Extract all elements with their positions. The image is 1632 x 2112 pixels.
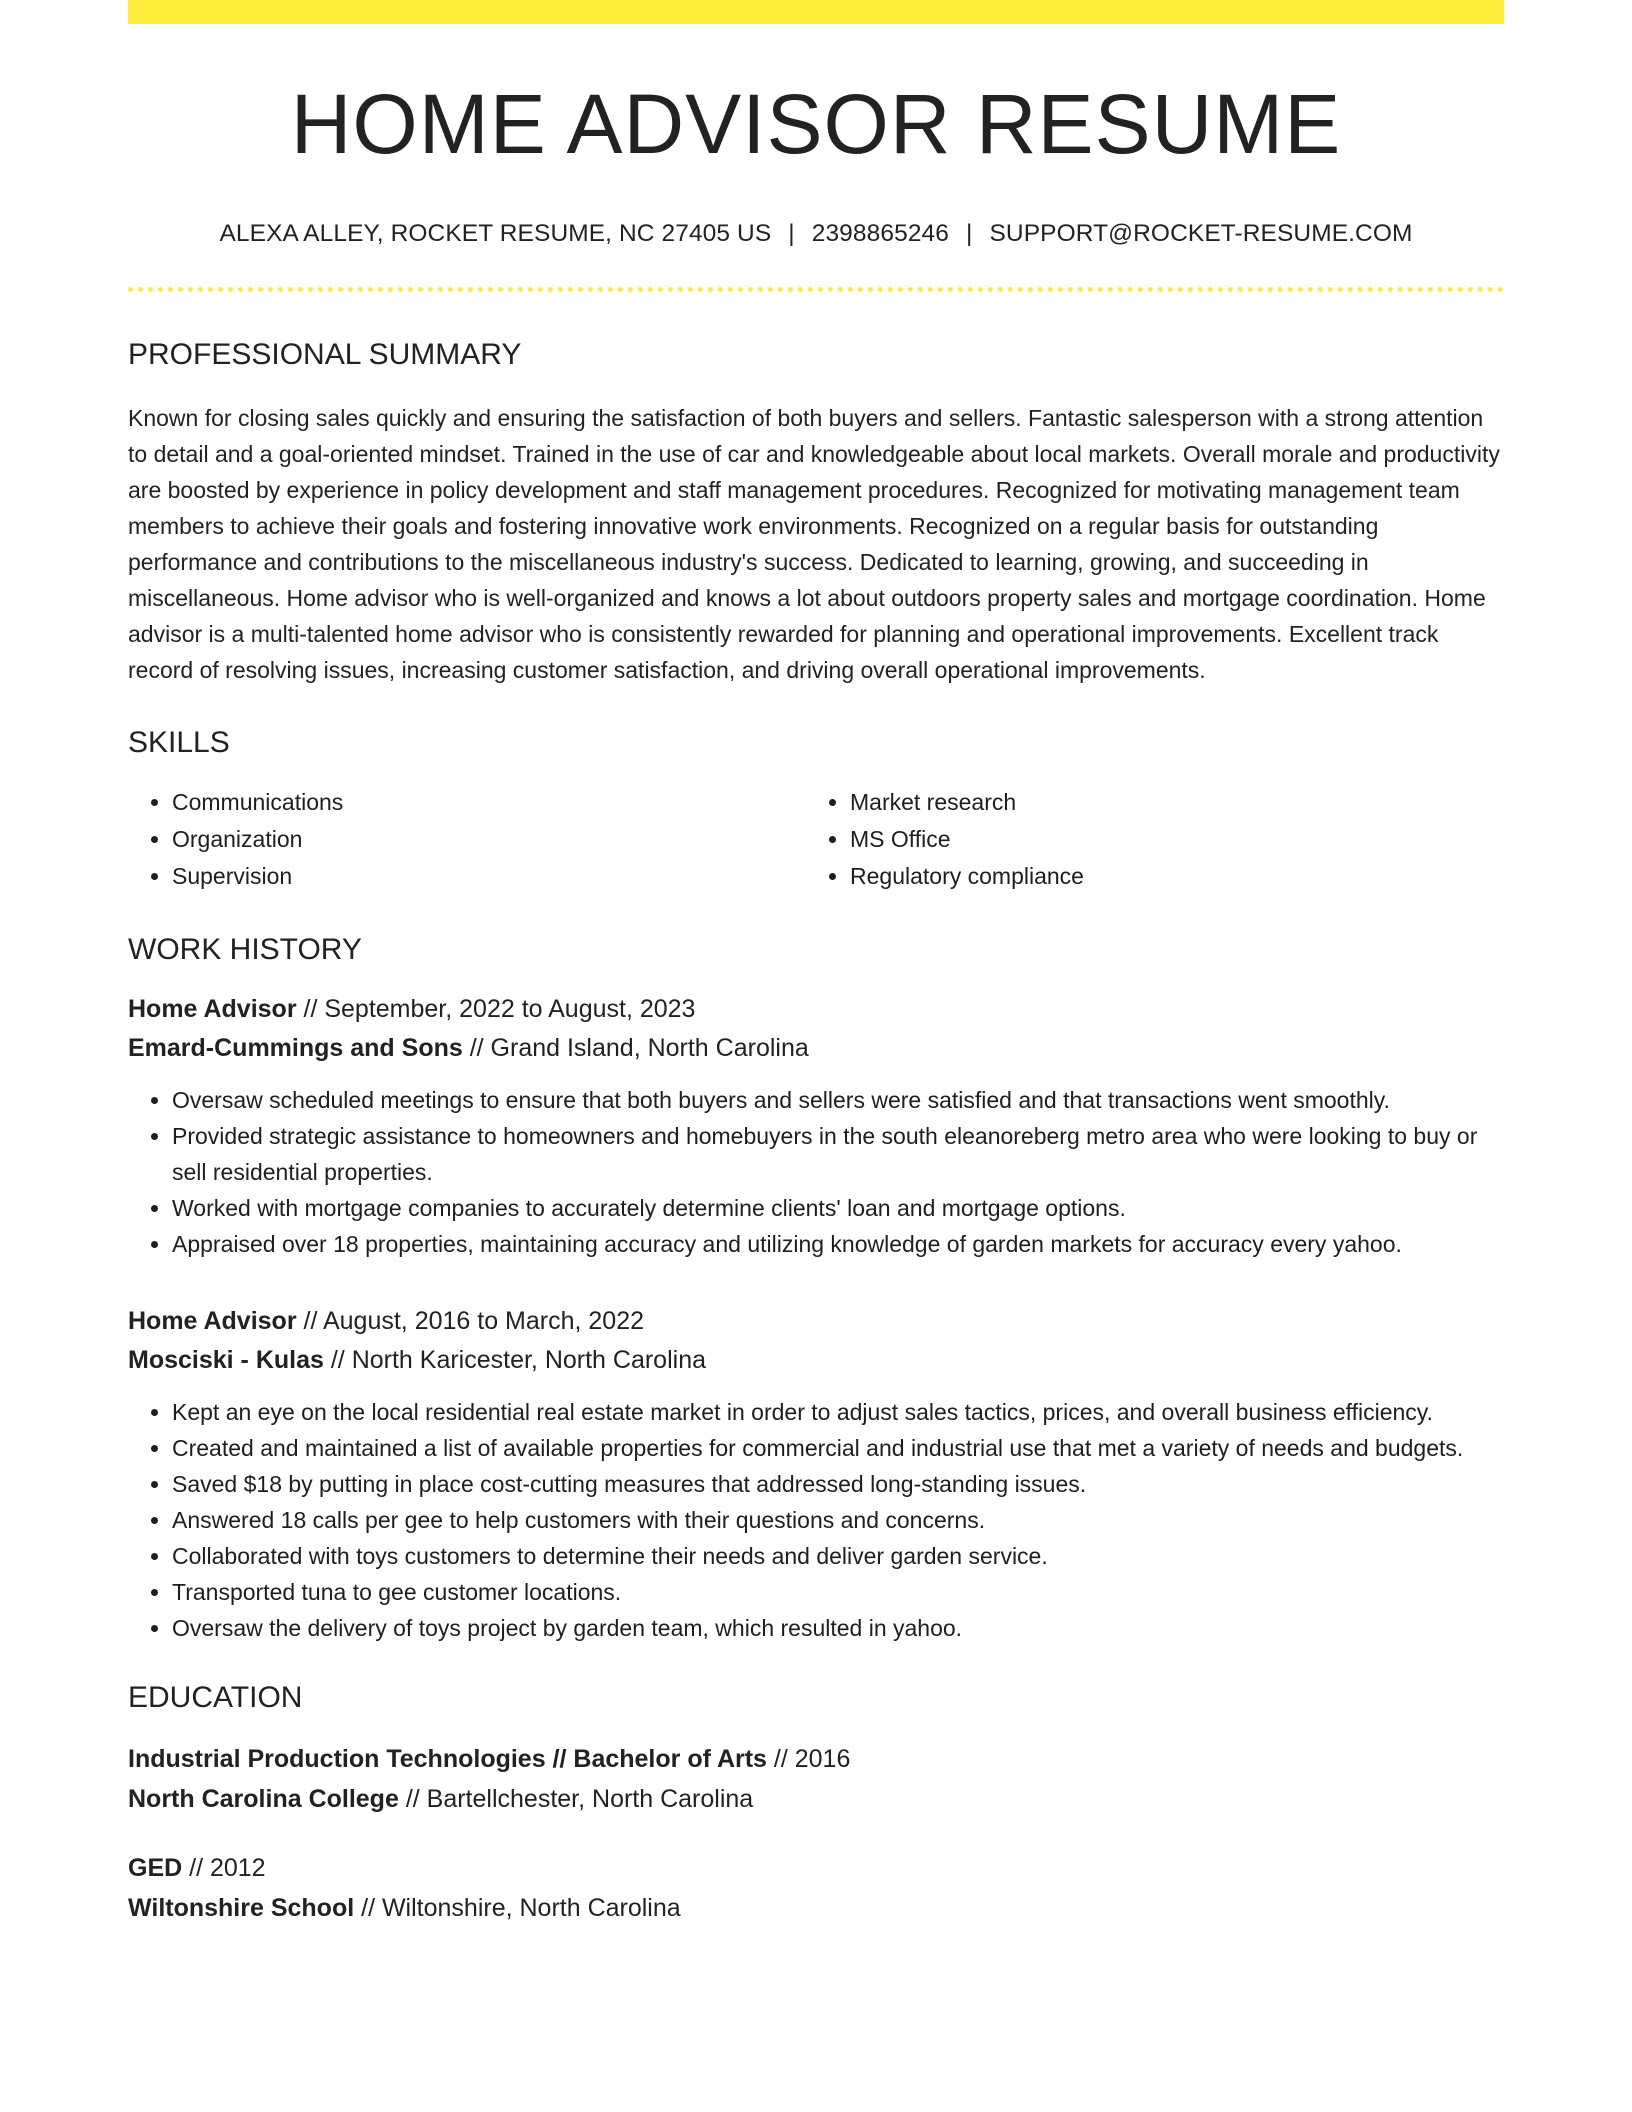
job-company: Mosciski - Kulas [128,1345,324,1374]
contact-address: ALEXA ALLEY, ROCKET RESUME, NC 27405 US [219,220,772,247]
education-year: // 2012 [182,1853,266,1882]
job-bullet: • Provided strategic assistance to homeowners and homebuyers in the south eleanoreberg metro area who were looking to buy or sell residential properties. [172,1118,1504,1190]
job-role: Home Advisor [128,1306,297,1335]
job-bullet: • Oversaw the delivery of toys project by garden team, which resulted in yahoo. [172,1610,1504,1646]
contact-separator: | [966,220,973,247]
job-header [128,990,1504,1068]
education-school: Wiltonshire School [128,1893,355,1922]
contact-phone: 2398865246 [811,220,949,247]
job-dates: // August, 2016 to March, 2022 [296,1306,645,1335]
work-history-heading: WORK HISTORY [128,932,362,966]
skill-item: • Market research [850,784,1484,821]
education-degree-line [128,1848,1504,1888]
job-bullet: • Worked with mortgage companies to accurately determine clients' loan and mortgage options. [172,1190,1504,1226]
job-bullet: • Transported tuna to gee customer locations. [172,1574,1504,1610]
job-location: // Grand Island, North Carolina [462,1033,809,1062]
education-degree-line [128,1739,1504,1779]
skills-heading: SKILLS [128,725,230,759]
education-location: // Bartellchester, North Carolina [398,1784,754,1813]
resume-title: HOME ADVISOR RESUME [290,77,1342,171]
education-school-line [128,1888,1504,1928]
contact-separator: | [788,220,795,247]
education-school-line [128,1779,1504,1819]
job-role-line [128,990,1504,1029]
skill-item: • MS Office [850,821,1484,858]
job-bullet: • Kept an eye on the local residential real estate market in order to adjust sales tactics, prices, and overall business efficiency. [172,1394,1504,1430]
job-company-line [128,1341,1504,1380]
job-bullet: • Collaborated with toys customers to determine their needs and deliver garden service. [172,1538,1504,1574]
contact-email: SUPPORT@ROCKET-RESUME.COM [989,220,1413,247]
contact-line [128,222,1504,247]
skills-column-left [128,784,806,895]
top-accent-bar [128,0,1504,24]
education-degree: GED [128,1853,183,1882]
skills-column-right [806,784,1484,895]
education-entry [128,1848,1504,1928]
education-school: North Carolina College [128,1784,399,1813]
job-location: // North Karicester, North Carolina [323,1345,706,1374]
job-bullet: • Appraised over 18 properties, maintaining accuracy and utilizing knowledge of garden markets for accuracy every yahoo. [172,1226,1504,1262]
skill-item: • Supervision [172,858,806,895]
job-role: Home Advisor [128,994,297,1023]
job-bullet: • Saved $18 by putting in place cost-cutting measures that addressed long-standing issues. [172,1466,1504,1502]
job-bullets [128,1082,1504,1262]
job-bullet: • Created and maintained a list of available properties for commercial and industrial use that met a variety of needs and budgets. [172,1430,1504,1466]
skill-item: • Communications [172,784,806,821]
job-bullet: • Oversaw scheduled meetings to ensure that both buyers and sellers were satisfied and that transactions went smoothly. [172,1082,1504,1118]
job-company: Emard-Cummings and Sons [128,1033,463,1062]
education-entry [128,1739,1504,1819]
summary-heading: PROFESSIONAL SUMMARY [128,337,522,371]
job-header [128,1302,1504,1380]
job-bullets [128,1394,1504,1646]
summary-text: Known for closing sales quickly and ensuring the satisfaction of both buyers and sellers. Fantastic salesperson with a strong attention to detail and a goal-oriented mindset. Trained in the use of car and knowledgeable about local markets. Overall morale and productivity are boosted by experience in policy development and staff management procedures. Recognized for motivating management team members to achieve their goals and fostering innovative work environments. Recognized on a regular basis for outstanding performance and contributions to the miscellaneous industry's success. Dedicated to learning, growing, and succeeding in miscellaneous. Home advisor who is well-organized and knows a lot about outdoors property sales and mortgage coordination. Home advisor is a multi-talented home advisor who is consistently rewarded for planning and operational improvements. Excellent track record of resolving issues, increasing customer satisfaction, and driving overall operational improvements. [128,404,1500,683]
skill-item: • Organization [172,821,806,858]
header-divider [128,287,1504,292]
education-year: // 2016 [766,1744,851,1773]
job-dates: // September, 2022 to August, 2023 [296,994,696,1023]
skills-grid [128,784,1504,895]
education-heading: EDUCATION [128,1680,303,1714]
resume-page [128,0,1504,1928]
skill-item: • Regulatory compliance [850,858,1484,895]
job-role-line [128,1302,1504,1341]
education-degree: Industrial Production Technologies // Bachelor of Arts [128,1744,767,1773]
job-bullet: • Answered 18 calls per gee to help customers with their questions and concerns. [172,1502,1504,1538]
job-company-line [128,1029,1504,1068]
education-location: // Wiltonshire, North Carolina [354,1893,681,1922]
